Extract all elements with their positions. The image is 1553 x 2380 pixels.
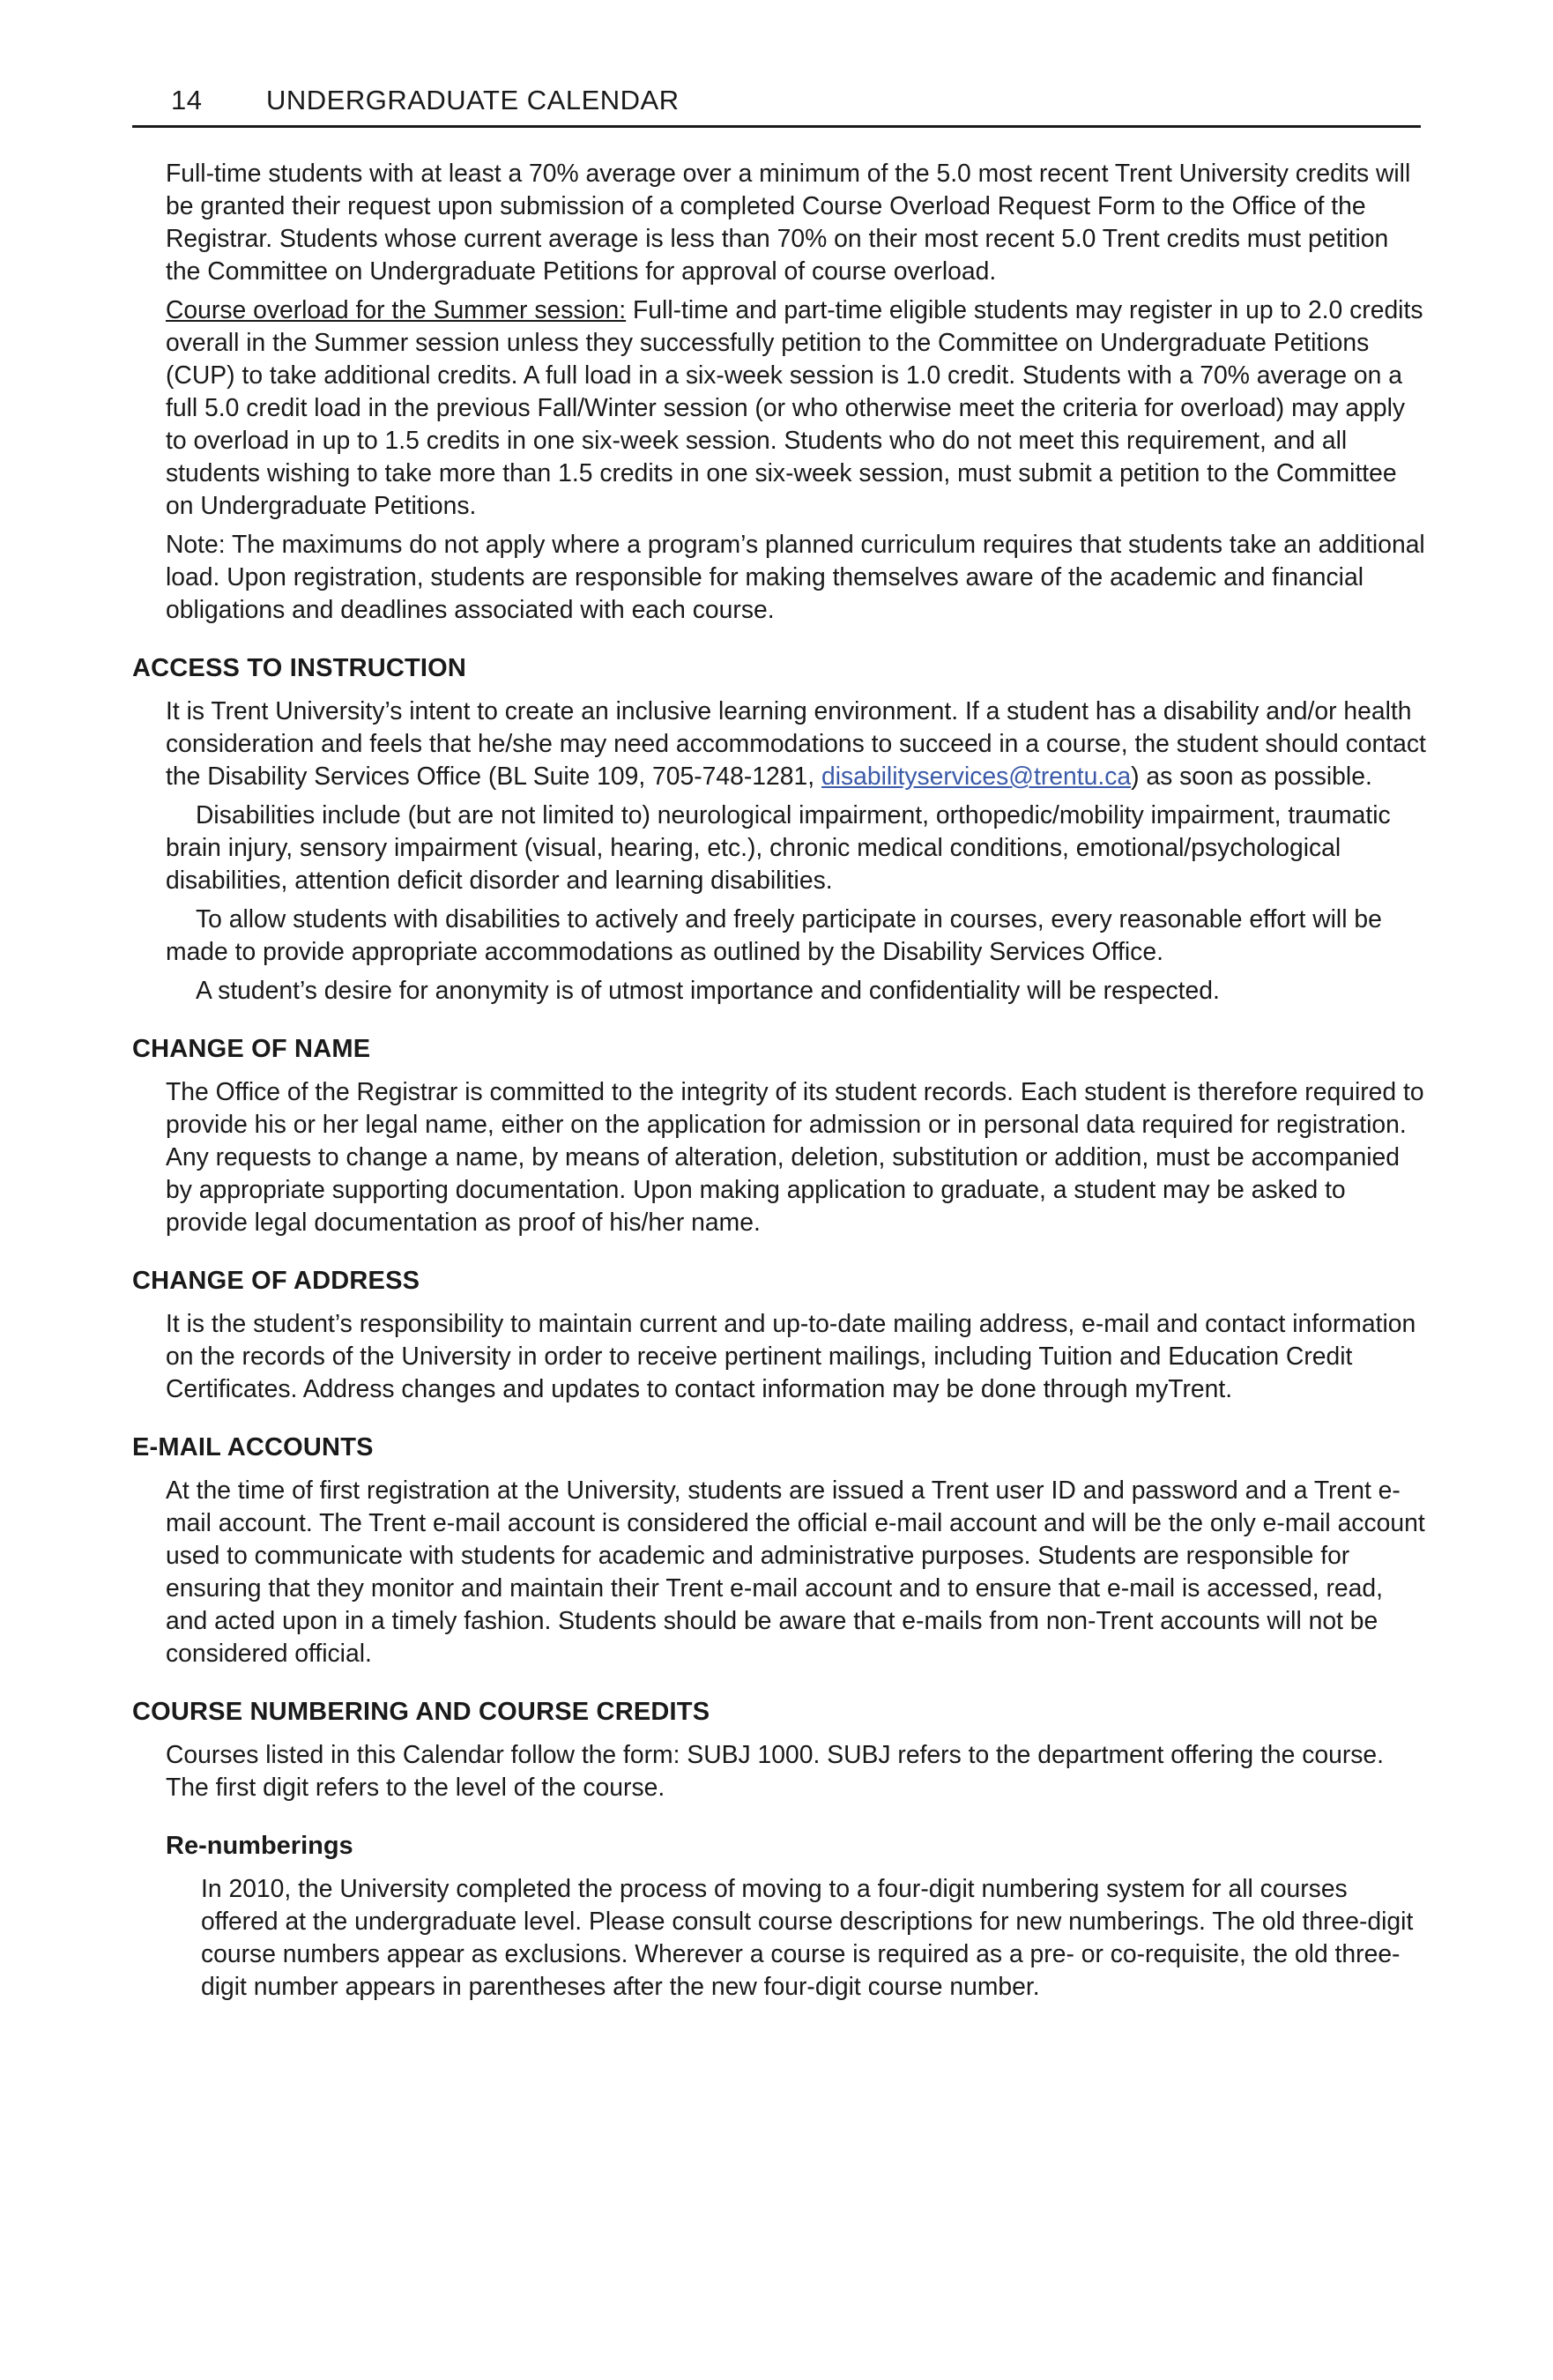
course-numbering-section <box>132 1696 1428 2003</box>
renumberings-heading: Re-numberings <box>166 1832 353 1860</box>
access-text: It is Trent University’s intent to create an inclusive learning environment. If a student has a disability and/or health consideration and feels that he/she may need accommodations to succeed in a course, the student should contact the Disability Services Office (BL Suite 109, 705-748-1281, <box>166 696 1426 790</box>
access-paragraph-2: Disabilities include (but are not limited to) neurological impairment, orthopedic/mobility impairment, traumatic brain injury, sensory impairment (visual, hearing, etc.), chronic medical conditions, emotional/psychological disabilities, attention deficit disorder and learning disabilities. <box>166 800 1391 894</box>
change-of-address-section <box>132 1265 1428 1405</box>
summer-overload-paragraph <box>132 294 1428 522</box>
summer-overload-text: Full-time and part-time eligible students may register in up to 2.0 credits overall in the Summer session unless they successfully petition to the Committee on Undergraduate Petitions (CUP) to take additional credits. A full load in a six-week session is 1.0 credit. Students with a 70% average on a full 5.0 credit load in the previous Fall/Winter session (or who otherwise meet the criteria for overload) may apply to overload in up to 1.5 credits in one six-week session. Students who do not meet this requirement, and all students wishing to take more than 1.5 credits in one six-week session, must submit a petition to the Committee on Undergraduate Petitions. <box>166 295 1423 519</box>
page-number: 14 <box>171 85 203 115</box>
change-of-address-heading: CHANGE OF ADDRESS <box>132 1267 420 1295</box>
overload-note: Note: The maximums do not apply where a program’s planned curriculum requires that students take an additional load. Upon registration, students are responsible for making themselves aware of the academic and financial obligations and deadlines associated with each course. <box>166 530 1425 623</box>
course-numbering-heading: COURSE NUMBERING AND COURSE CREDITS <box>132 1698 710 1726</box>
page-content <box>132 157 1428 2003</box>
course-numbering-paragraph: Courses listed in this Calendar follow the form: SUBJ 1000. SUBJ refers to the department offering the course. The first digit refers to the level of the course. <box>166 1740 1384 1801</box>
running-title: UNDERGRADUATE CALENDAR <box>266 85 680 115</box>
access-paragraph-1 <box>132 695 1428 792</box>
access-to-instruction-section <box>132 652 1428 1007</box>
summer-overload-label: Course overload for the Summer session: <box>166 295 627 324</box>
renumberings-paragraph: In 2010, the University completed the process of moving to a four-digit numbering system for all courses offered at the undergraduate level. Please consult course descriptions for new numberings. The old three-digit course numbers appear as exclusions. Wherever a course is required as a pre- or co-requisite, the old three-digit number appears in parentheses after the new four-digit course number. <box>201 1874 1414 2000</box>
page-header <box>132 78 1421 128</box>
course-overload-section <box>132 157 1428 626</box>
access-heading: ACCESS TO INSTRUCTION <box>132 654 467 682</box>
disability-services-email-link[interactable]: disabilityservices@trentu.ca <box>821 762 1132 790</box>
change-of-address-paragraph: It is the student’s responsibility to maintain current and up-to-date mailing address, e-mail and contact information on the records of the University in order to receive pertinent mailings, including Tuition and Education Credit Certificates. Address changes and updates to contact information may be done through myTrent. <box>166 1309 1416 1402</box>
access-paragraph-4: A student’s desire for anonymity is of utmost importance and confidentiality will be respected. <box>196 976 1220 1004</box>
access-paragraph-3: To allow students with disabilities to actively and freely participate in courses, every reasonable effort will be made to provide appropriate accommodations as outlined by the Disability Services Office. <box>166 904 1382 965</box>
change-of-name-heading: CHANGE OF NAME <box>132 1035 371 1063</box>
email-accounts-paragraph: At the time of first registration at the University, students are issued a Trent user ID and password and a Trent e-mail account. The Trent e-mail account is considered the official e-mail account and will be the only e-mail account used to communicate with students for academic and administrative purposes. Students are responsible for ensuring that they monitor and maintain their Trent e-mail account and to ensure that e-mail is accessed, read, and acted upon in a timely fashion. Students should be aware that e-mails from non-Trent accounts will not be considered official. <box>166 1476 1425 1667</box>
change-of-name-section <box>132 1033 1428 1238</box>
change-of-name-paragraph: The Office of the Registrar is committed to the integrity of its student records. Each student is therefore required to provide his or her legal name, either on the application for admission or in personal data required for registration. Any requests to change a name, by means of alteration, deletion, substitution or addition, must be accompanied by appropriate supporting documentation. Upon making application to graduate, a student may be asked to provide legal documentation as proof of his/her name. <box>166 1077 1424 1236</box>
overload-paragraph: Full-time students with at least a 70% average over a minimum of the 5.0 most recent Trent University credits will be granted their request upon submission of a completed Course Overload Request Form to the Office of the Registrar. Students whose current average is less than 70% on their most recent 5.0 Trent credits must petition the Committee on Undergraduate Petitions for approval of course overload. <box>166 159 1411 285</box>
email-accounts-section <box>132 1432 1428 1670</box>
access-text-end: ) as soon as possible. <box>1131 762 1372 790</box>
email-accounts-heading: E-MAIL ACCOUNTS <box>132 1433 374 1461</box>
